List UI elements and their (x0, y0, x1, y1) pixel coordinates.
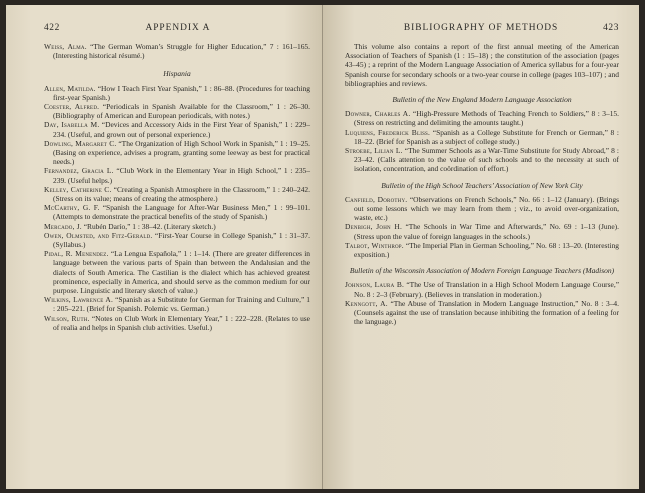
entry-text: “How I Teach First Year Spanish,” 1 : 86–88. (Procedures for teaching first-year Spanish.) (53, 83, 311, 102)
entry-author: Dowling, Margaret C. (44, 138, 117, 148)
section-title: Bulletin of the New England Modern Language Association (392, 95, 572, 105)
entry-author: Denbigh, John H. (345, 222, 403, 232)
entry-text: “La Lengua Española,” 1 : 1–14. (There are greater differences in language between the various parts of Spain than between the Andalusian and the dialects of South America. The Castilian is the dialect which has achieved greatest prominence, especially in America, and should serve as the common medium for our purpose. Linguistic and literary sketch of value.) (53, 249, 310, 296)
bibliography-entry (44, 166, 310, 184)
left-top-entries (44, 42, 310, 60)
right-sections (345, 95, 619, 326)
entry-text: “The Abuse of Translation in Modern Language Instruction,” No. 8 : 3–4. (Counsels against the use of translation because inhibiting the formation of a feeling for the language.) (354, 298, 619, 327)
bibliography-entry (345, 195, 619, 223)
entry-text: “Spanish the Language for After-War Business Men,” 1 : 99–101. (Attempts to demonstrate the practical benefits of the study of Spanish.) (53, 203, 310, 222)
bibliography-entry (44, 120, 310, 138)
bibliography-entry (44, 231, 310, 249)
entry-author: Pidal, R. Menendez. (44, 249, 109, 259)
entry-author: Kenngott, A. (345, 298, 388, 308)
bibliography-entry (345, 280, 619, 298)
entry-author: Coester, Alfred. (44, 102, 100, 112)
bibliography-entry (345, 146, 619, 174)
entry-text: “Rubén Darío,” 1 : 38–42. (Literary sketch.) (81, 221, 216, 231)
left-page (6, 5, 322, 489)
page-number: 422 (44, 23, 60, 33)
entry-text: “Periodicals in Spanish Available for the Classroom,” 1 : 26–30. (Bibliography of American and European periodicals, with notes.) (53, 102, 310, 121)
entry-text: “Creating a Spanish Atmosphere in the Classroom,” 1 : 240–242. (Stress on its value; means of creating the atmosphere.) (53, 184, 311, 204)
bibliography-entry (44, 249, 310, 295)
bibliography-entry (44, 84, 310, 102)
entry-author: Kelley, Catherine C. (44, 184, 112, 194)
entry-text: “Club Work in the Elementary Year in High School,” 1 : 235–239. (Useful helps.) (53, 166, 310, 185)
entry-author: Canfield, Dorothy. (345, 194, 408, 204)
bibliography-entry (44, 222, 310, 231)
entry-text: “Spanish as a College Substitute for French or German,” 8 : 18–22. (Brief for Spanish as a subject of college study.) (354, 127, 619, 146)
running-head: APPENDIX A (145, 23, 211, 33)
left-page-header (44, 23, 310, 33)
entry-author: Wilkins, Lawrence A. (44, 295, 114, 305)
bibliography-entry (44, 295, 310, 313)
right-page-header (345, 23, 619, 33)
entry-author: Luquiens, Frederick Bliss. (345, 127, 431, 137)
entry-text: “Devices and Accessory Aids in the First Year of Spanish,” 1 : 229–234. (Useful, and grown out of personal experience.) (53, 120, 310, 139)
entry-text: “The German Woman’s Struggle for Higher Education,” 7 : 161–165. (Interesting historical résumé.) (53, 42, 311, 61)
bibliography-entry (44, 314, 310, 332)
bibliography-entry (345, 241, 619, 259)
running-head: BIBLIOGRAPHY OF METHODS (403, 23, 559, 33)
section-title: Bulletin of the High School Teachers’ Association of New York City (381, 180, 583, 190)
entry-author: Stroebe, Lilian L. (345, 146, 403, 156)
bibliography-entry (44, 42, 310, 60)
entry-author: Wilson, Ruth. (44, 313, 90, 323)
section-title: Bulletin of the Wisconsin Association of Modern Foreign Language Teachers (Madison) (349, 266, 615, 276)
bibliography-entry (44, 203, 310, 221)
right-page (323, 5, 639, 489)
entry-text: “Observations on French Schools,” No. 66 : 1–12 (January). (Brings out some lessons which we may learn from them ; viz., to avoid over-organization, waste, etc.) (354, 194, 619, 223)
left-entries (44, 84, 310, 332)
entry-text: “Spanish as a Substitute for German for Training and Culture,” 1 : 205–221. (Brief for Spanish. Polemic vs. German.) (53, 295, 310, 314)
intro-paragraph: This volume also contains a report of the first annual meeting of the American Association of Teachers of Spanish (1 : 15–18) ; the constitution of the association (pages 43–45) ; a reprint of the Modern Language Association of America syllabus for a four-year Spanish course for secondary schools or a two-year course in college (pages 103–107) ; and bibliographies and reviews. (345, 42, 619, 88)
entry-text: “The Imperial Plan in German Schooling,” No. 68 : 13–20. (Interesting exposition.) (354, 240, 620, 260)
bibliography-entry (345, 299, 619, 327)
entry-text: “The Summer Schools as a War-Time Substitute for Study Abroad,” 8 : 23–42. (Calls attention to the value of such schools and to the necessity at such of isolation, concentration, and coördination of effort.) (354, 146, 619, 174)
entry-text: “High-Pressure Methods of Teaching French to Soldiers,” 8 : 3–15. (Stress on restricting and delimiting the amounts taught.) (354, 109, 619, 128)
entry-author: Downer, Charles A. (345, 109, 411, 119)
entry-text: “The Organization of High School Work in Spanish,” 1 : 19–25. (Basing on experience, advises a program, granting some leeway as best for practical needs.) (53, 138, 311, 167)
entry-author: Weiss, Alma. (44, 42, 87, 51)
entry-text: “Notes on Club Work in Elementary Year,” 1 : 222–228. (Relates to use of realia and helps in Spanish club activities. Useful.) (53, 313, 310, 332)
bibliography-entry (345, 128, 619, 146)
entry-author: Talbot, Winthrop. (345, 240, 404, 250)
book-spread (6, 5, 639, 489)
entry-author: Fernandez, Gracia L. (44, 166, 114, 176)
entry-author: Day, Isabella M. (44, 120, 100, 130)
bibliography-entry (345, 222, 619, 240)
page-number: 423 (603, 23, 619, 33)
bibliography-entry (345, 109, 619, 127)
entry-author: Owen, Olmsted, and Fitz-Gerald. (44, 230, 153, 240)
entry-text: “First-Year Course in College Spanish,” 1 : 31–37. (Syllabus.) (53, 230, 310, 250)
entry-author: Mercado, J. (44, 221, 82, 231)
bibliography-entry (44, 185, 310, 203)
section-title: Hispania (163, 69, 191, 79)
entry-text: “The Schools in War Time and Afterwards,” No. 69 : 1–13 (June). (Stress upon the value of foreign languages in the schools.) (354, 222, 619, 241)
bibliography-entry (44, 102, 310, 120)
bibliography-entry (44, 139, 310, 167)
entry-author: McCarthy, G. F. (44, 203, 100, 213)
entry-text: “The Use of Translation in a High School Modern Language Course,” No. 8 : 2–3 (February). (Believes in translation in moderation.) (354, 280, 619, 299)
entry-author: Allen, Matilda. (44, 83, 96, 93)
entry-author: Johnson, Laura B. (345, 280, 405, 290)
